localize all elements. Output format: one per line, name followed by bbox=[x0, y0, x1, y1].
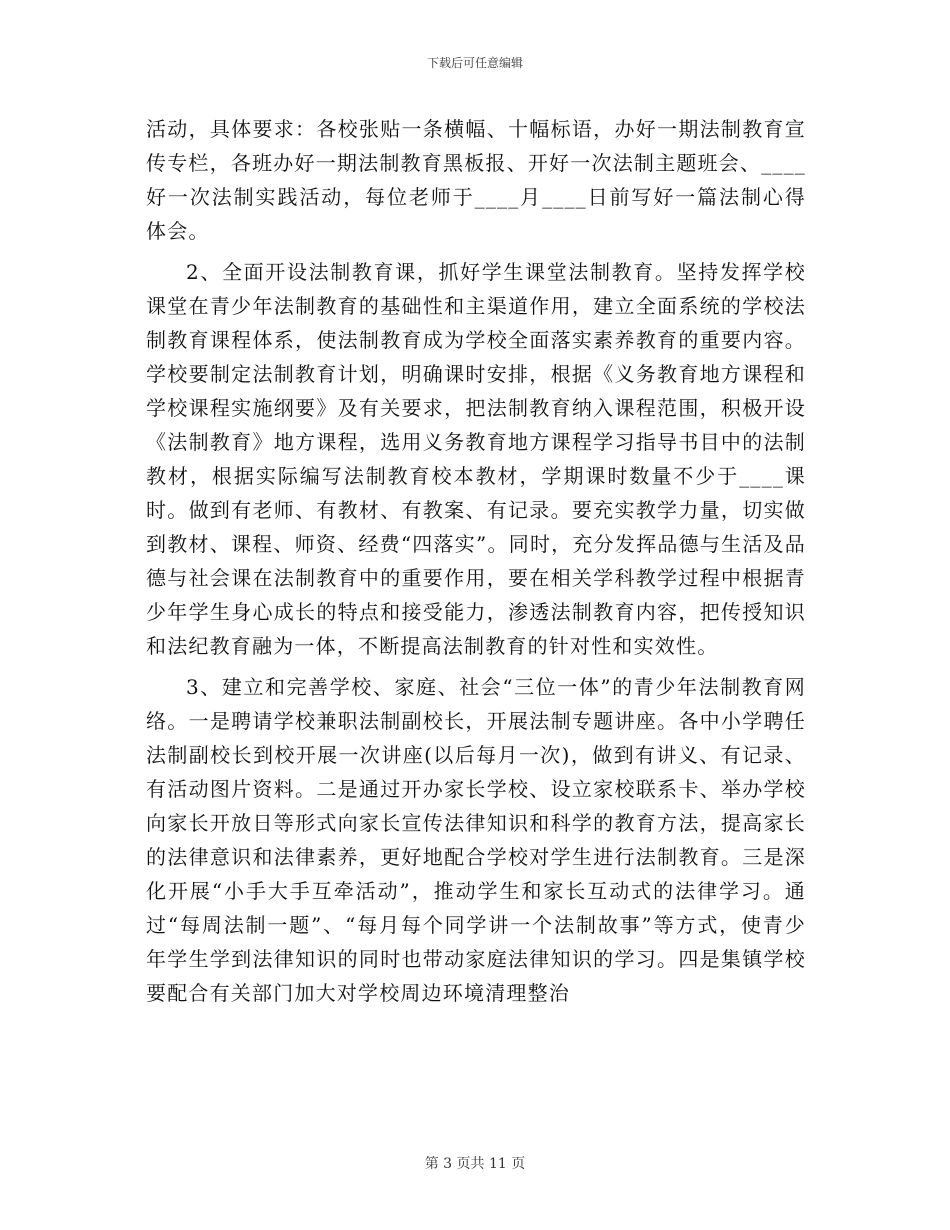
document-body bbox=[146, 112, 806, 1010]
paragraph-item-2: 2、全面开设法制教育课，抓好学生课堂法制教育。坚持发挥学校课堂在青少年法制教育的基础性和主渠道作用，建立全面系统的学校法制教育课程体系，使法制教育成为学校全面落实素养教育的重要内容。学校要制定法制教育计划，明确课时安排，根据《义务教育地方课程和学校课程实施纲要》及有关要求，把法制教育纳入课程范围，积极开设《法制教育》地方课程，选用义务教育地方课程学习指导书目中的法制教材，根据实际编写法制教育校本教材，学期课时数量不少于____课时。做到有老师、有教材、有教案、有记录。要充实教学力量，切实做到教材、课程、师资、经费“四落实”。同时，充分发挥品德与生活及品德与社会课在法制教育中的重要作用，要在相关学科教学过程中根据青少年学生身心成长的特点和接受能力，渗透法制教育内容，把传授知识和法纪教育融为一体，不断提高法制教育的针对性和实效性。 bbox=[146, 260, 806, 658]
page-header: 下载后可任意编辑 bbox=[426, 56, 523, 70]
page-number-footer: 第 3 页共 11 页 bbox=[424, 1156, 526, 1172]
paragraph-item-3: 3、建立和完善学校、家庭、社会“三位一体”的青少年法制教育网络。一是聘请学校兼职法制副校长，开展法制专题讲座。各中小学聘任法制副校长到校开展一次讲座(以后每月一次)，做到有讲义、有记录、有活动图片资料。二是通过开办家长学校、设立家校联系卡、举办学校向家长开放日等形式向家长宣传法律知识和科学的教育方法，提高家长的法律意识和法律素养，更好地配合学校对学生进行法制教育。三是深化开展“小手大手互牵活动”，推动学生和家长互动式的法律学习。通过“每周法制一题”、“每月每个同学讲一个法制故事”等方式，使青少年学生学到法律知识的同时也带动家庭法律知识的学习。四是集镇学校要配合有关部门加大对学校周边环境清理整治 bbox=[146, 675, 806, 1005]
paragraph-continuation: 活动，具体要求：各校张贴一条横幅、十幅标语，办好一期法制教育宣传专栏，各班办好一期法制教育黑板报、开好一次法制主题班会、____好一次法制实践活动，每位老师于____月____日前写好一篇法制心得体会。 bbox=[146, 117, 806, 243]
